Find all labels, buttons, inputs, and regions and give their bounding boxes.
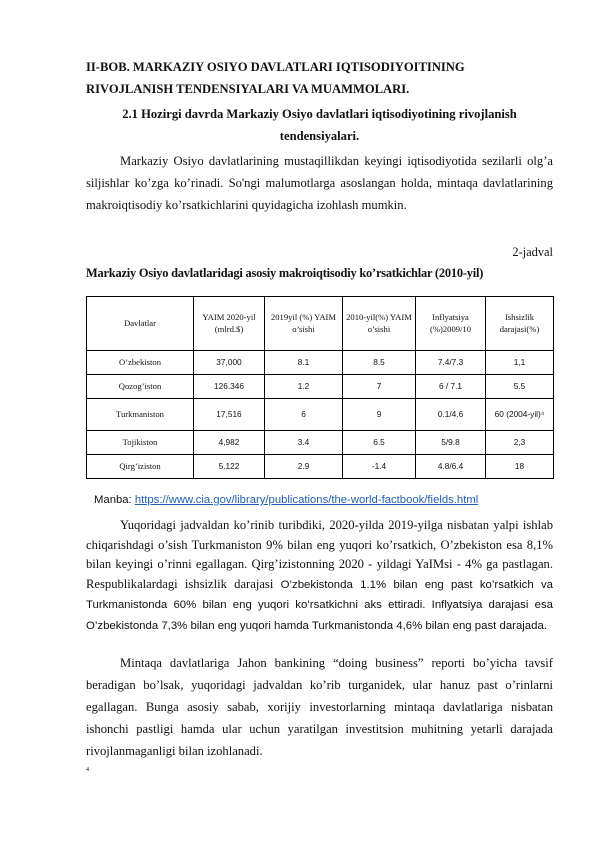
table-cell: Qozog’iston [87,375,194,399]
table-cell: 6 [265,399,343,431]
table-header: Davlatlar [87,297,194,351]
table-cell: 3.4 [265,431,343,455]
table-source [94,491,478,509]
table-cell: 9 [343,399,416,431]
table-cell: 17,516 [194,399,265,431]
table-cell: 5.122 [194,455,265,479]
table-cell: 0.1/4.6 [416,399,486,431]
intro-paragraph: Markaziy Osiyo davlatlarining mustaqillikdan keyingi iqtisodiyotida sezilarli olg’a siljishlar ko’zga ko’rinadi. So'ngi malumotlarga asoslangan holda, mintaqa davlatlarining makroiqtisodiy ko’rsatkichlarini quyidagicha izohlash mumkin. [86,154,553,212]
source-link[interactable]: https://www.cia.gov/library/publications/the-world-factbook/fields.html [134,494,479,506]
table-row [87,455,554,479]
table-caption: Markaziy Osiyo davlatlaridagi asosiy makroiqtisodiy ko’rsatkichlar (2010-yil) [86,266,484,280]
table-cell: 18 [486,455,554,479]
table-cell: 2,3 [486,431,554,455]
table-cell: 4.8/6.4 [416,455,486,479]
table-header-row [87,297,554,351]
table-header: 2010-yil(%) YAIM o’sishi [343,297,416,351]
table-cell: 7.4/7.3 [416,351,486,375]
chapter-title: II-BOB. MARKAZIY OSIYO DAVLATLARI IQTISODIYOITINING RIVOJLANISH TENDENSIYALARI VA MUAMMOLARI. [86,60,465,96]
table-row [87,399,554,431]
table-cell: 6.5 [343,431,416,455]
table-header: Ishsizlik darajasi(%) [486,297,554,351]
table-cell: -1.4 [343,455,416,479]
table-cell: Tojikiston [87,431,194,455]
table-cell: O’zbekiston [87,351,194,375]
source-label: Manba: [94,494,132,506]
table-row [87,351,554,375]
table-cell: 8.5 [343,351,416,375]
table-cell: 37,000 [194,351,265,375]
table-cell: 1.2 [265,375,343,399]
table-cell: 8.1 [265,351,343,375]
analysis-text-serif: Yuqoridagi jadvaldan ko’rinib turibdiki, 2020-yilda 2019-yilga nisbatan yalpi ishlab chiqarishdagi o’sish Turkmaniston 9% bilan eng yuqori ko’rsatkich, O’zbekiston esa 8,1% bilan keyingi o’rinni egallagan. Qirg’izistonning 2020 - yildagi YaIMsi - 4% ga pastlagan. Respublikalardagi ishsizlik darajasi [86,518,553,591]
table-cell: 60 (2004-yil)⁴ [486,399,554,431]
table-header: YAIM 2020-yil (mlrd.$) [194,297,265,351]
table-cell: 5.5 [486,375,554,399]
table-cell: 6 / 7.1 [416,375,486,399]
section-title: 2.1 Hozirgi davrda Markaziy Osiyo davlatlari iqtisodiyotining rivojlanish tendensiyalari. [122,107,517,143]
table-number: 2-jadval [512,245,553,259]
table-cell: 5/9.8 [416,431,486,455]
table-cell: Qirg’iziston [87,455,194,479]
table-cell: 1,1 [486,351,554,375]
table-cell: 2.9 [265,455,343,479]
table-row [87,375,554,399]
analysis-text-sans: O’zbekistonda 1.1% bilan eng past ko’rsatkich va Turkmanistonda 60% bilan eng yuqori ko’rsatkichni aks ettiradi. Inflyatsiya darajasi esa O’zbekistonda 7,3% bilan eng yuqori hamda Turkmanistonda 4,6% bilan eng past darajada. [86,578,553,632]
indicators-table [86,296,554,479]
table-header: Inflyatsiya (%)2009/10 [416,297,486,351]
analysis-paragraph [86,516,553,637]
table-cell: Turkmaniston [87,399,194,431]
table-header: 2019yil (%) YAIM o’sishi [265,297,343,351]
table-cell: 7 [343,375,416,399]
doing-business-paragraph: Mintaqa davlatlariga Jahon bankining “doing business” reporti bo’yicha tavsif beradigan bo’lsak, yuqoridagi jadvaldan ko’rib turganidek, ular hanuz past o’rinlarni egallagan. Bunga asosiy sabab, xorijiy investorlarning mintaqa davlatlariga nisbatan ishonchi pastligi hamda ular uchun yaratilgan investitsion muhitning yetarli darajada rivojlanmaganligi bilan izohlanadi. [86,656,553,758]
table-row [87,431,554,455]
table-cell: 126.346 [194,375,265,399]
table-cell: 4,982 [194,431,265,455]
footnote-mark: 4 [86,767,89,773]
